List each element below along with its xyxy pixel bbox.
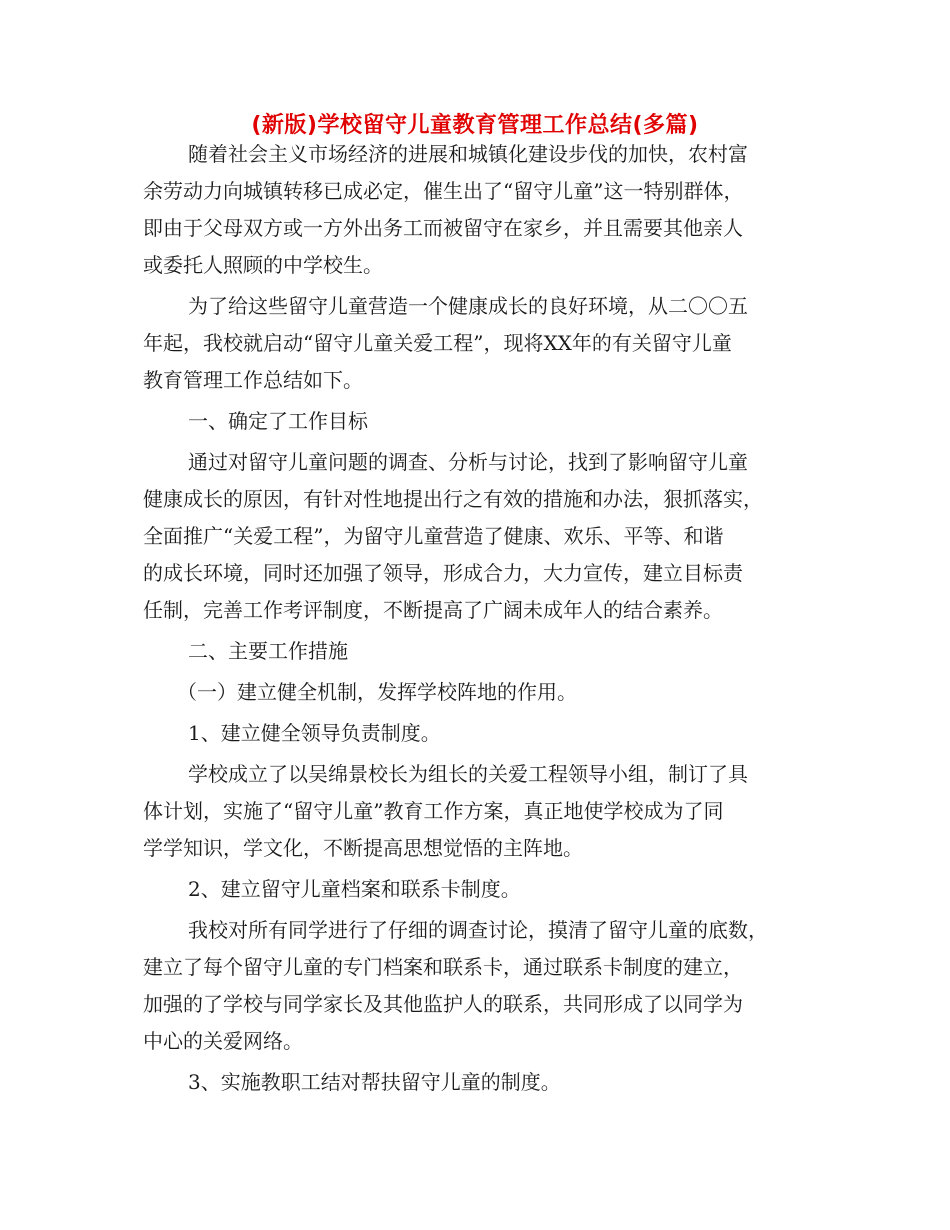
item-heading: 3、实施教职工结对帮扶留守儿童的制度。: [188, 1070, 561, 1094]
paragraph-line: 学学知识，学文化，不断提高思想觉悟的主阵地。: [143, 836, 583, 860]
document-title: (新版)学校留守儿童教育管理工作总结(多篇): [251, 113, 699, 138]
paragraph-line: 中心的关爱网络。: [143, 1029, 303, 1053]
item-heading: 2、建立留守儿童档案和联系卡制度。: [188, 877, 521, 901]
paragraph-line: 即由于父母双方或一方外出务工而被留守在家乡，并且需要其他亲人: [143, 216, 743, 240]
paragraph-line: 的成长环境，同时还加强了领导，形成合力，大力宣传，建立目标责: [143, 561, 743, 585]
paragraph-line: 随着社会主义市场经济的进展和城镇化建设步伐的加快，农村富: [188, 142, 748, 166]
paragraph-line: 余劳动力向城镇转移已成必定，催生出了“留守儿童”这一特别群体，: [143, 179, 744, 203]
paragraph-line: 全面推广“关爱工程”，为留守儿童营造了健康、欢乐、平等、和谐: [143, 524, 724, 548]
document-body: [143, 136, 809, 1101]
paragraph-line: 为了给这些留守儿童营造一个健康成长的良好环境，从二〇〇五: [188, 294, 748, 318]
paragraph-line: 学校成立了以吴绵景校长为组长的关爱工程领导小组，制订了具: [188, 762, 748, 786]
paragraph-line: 我校对所有同学进行了仔细的调查讨论，摸清了留守儿童的底数，: [188, 918, 768, 942]
section-heading: 二、主要工作措施: [188, 639, 348, 663]
paragraph-line: 体计划，实施了“留守儿童”教育工作方案，真正地使学校成为了同: [143, 799, 724, 823]
paragraph-line: 或委托人照顾的中学校生。: [143, 253, 383, 277]
paragraph-line: 建立了每个留守儿童的专门档案和联系卡，通过联系卡制度的建立，: [143, 955, 743, 979]
paragraph-line: 通过对留守儿童问题的调查、分析与讨论，找到了影响留守儿童: [188, 450, 748, 474]
subsection-heading: （一）建立健全机制，发挥学校阵地的作用。: [177, 680, 577, 704]
paragraph-line: 年起，我校就启动“留守儿童关爱工程”，现将XX年的有关留守儿童: [143, 331, 732, 355]
item-heading: 1、建立健全领导负责制度。: [188, 721, 441, 745]
paragraph-line: 教育管理工作总结如下。: [143, 368, 363, 392]
paragraph-line: 健康成长的原因，有针对性地提出行之有效的措施和办法，狠抓落实，: [143, 487, 763, 511]
paragraph-line: 加强的了学校与同学家长及其他监护人的联系，共同形成了以同学为: [143, 992, 743, 1016]
paragraph-line: 任制，完善工作考评制度，不断提高了广阔未成年人的结合素养。: [143, 598, 723, 622]
section-heading: 一、确定了工作目标: [188, 409, 368, 433]
